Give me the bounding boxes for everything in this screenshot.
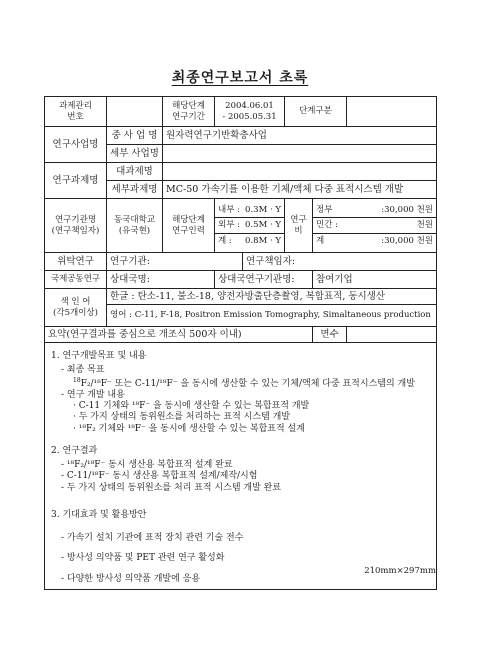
keywords-english: 영어 : C-11, F-18, Positron Emission Tomography, Simaltaneous production (107, 305, 437, 327)
abstract-form-table (44, 96, 437, 590)
section-2-result-1: - ¹⁸F₂/¹⁸F⁻ 동시 생산용 복합표적 설계 완료 (61, 460, 233, 470)
cost-values: 정부 :30,000 천원 민간 : 천원 계 :30,000 천원 (313, 199, 437, 253)
section-1-goal: - 최종 목표 (61, 365, 105, 376)
section-2-heading: 2. 연구결과 (51, 445, 98, 456)
summary-body (45, 343, 437, 590)
cost-label: 연구비 (285, 199, 313, 253)
keywords-korean: 한글 : 탄소-11, 불소-18, 양전자방출단층촬영, 복합표적, 동시생산 (107, 289, 437, 305)
section-1-dev-3: · ¹⁸F₂ 기체와 ¹⁸F⁻ 을 동시에 생산할 수 있는 복합표적 설계 (73, 423, 305, 434)
intl-country: 상대국명: (107, 271, 215, 289)
section-1-dev-1: · C-11 기체와 ¹⁸F⁻ 을 동시에 생산할 수 있는 복합표적 개발 (73, 401, 310, 411)
report-title: 최종연구보고서 초록 (171, 70, 309, 86)
intl-label: 국제공동연구 (45, 271, 107, 289)
pages-value (347, 327, 437, 343)
intl-org: 상대국연구기관명: (215, 271, 313, 289)
staff-label: 해당단계 연구인력 (163, 199, 215, 253)
delegate-label: 위탁연구 (45, 253, 107, 271)
keywords-label: 색 인 어 (각5개이상) (45, 289, 107, 327)
section-3-effect-1: - 가속기 설치 기관에 표적 장치 관련 기술 전수 (61, 533, 244, 543)
section-1-goal-text: $^{18}$F₂/¹⁸F⁻ 또는 C-11/¹⁸F⁻ 을 동시에 생산할 수 있는 기체/액체 다중 표적시스템의 개발 (73, 376, 415, 389)
business-label: 연구사업명 (45, 127, 107, 163)
section-1-dev: - 연구 개발 내용 (61, 389, 125, 400)
period-value: 2004.06.01 - 2005.05.31 (215, 97, 285, 127)
section-3-effect-2: - 방사성 의약품 및 PET 관련 연구 활성화 (61, 553, 225, 564)
intl-company: 참여기업 (313, 271, 437, 289)
period-label: 해당단계 연구기간 (163, 97, 215, 127)
project-sub-value: MC-50 가속기를 이용한 기체/액체 다중 표적시스템 개발 (163, 181, 437, 199)
project-number-label: 과제관리 번호 (45, 97, 107, 127)
paper-size-note: 210mm×297mm (364, 566, 436, 576)
pages-label: 면수 (313, 327, 347, 343)
business-main-value: 원자력연구기반확충사업 (163, 127, 437, 145)
project-main-value (163, 163, 437, 181)
section-3-heading: 3. 기대효과 및 활용방안 (51, 509, 147, 520)
delegate-org: 연구기관: (107, 253, 243, 271)
business-sub-value (163, 145, 437, 163)
staff-values: 내부 : 0.3M · Y 외부 : 0.5M · Y 계 : 0.8M · Y (215, 199, 285, 253)
project-main-label: 대과제명 (107, 163, 163, 181)
project-label: 연구과제명 (45, 163, 107, 199)
project-sub-label: 세부과제명 (107, 181, 163, 199)
institution-label: 연구기관명 (연구책임자) (45, 199, 107, 253)
section-2-result-3: - 두 가지 상태의 동위원소를 처리 표적 시스템 개발 완료 (61, 482, 282, 493)
stage-value (347, 97, 437, 127)
section-1-heading: 1. 연구개발목표 및 내용 (51, 351, 147, 361)
institution-value: 동국대학교 (유국현) (107, 199, 163, 253)
stage-label: 단계구분 (285, 97, 347, 127)
delegate-lead: 연구책임자: (243, 253, 437, 271)
project-number-value (107, 97, 163, 127)
business-sub-label: 세부 사업명 (107, 145, 163, 163)
section-1-dev-2: · 두 가지 상태의 동위원소를 처리하는 표적 시스템 개발 (73, 412, 291, 423)
section-2-result-2: - C-11/¹⁸F⁻ 동시 생산용 복합표적 설계/제작/시험 (61, 471, 258, 482)
section-3-effect-3: - 다양한 방사성 의약품 개발에 응용 (61, 573, 201, 584)
business-main-label: 중 사 업 명 (107, 127, 163, 145)
summary-label: 요약(연구결과를 중심으로 개조식 500자 이내) (45, 327, 313, 343)
